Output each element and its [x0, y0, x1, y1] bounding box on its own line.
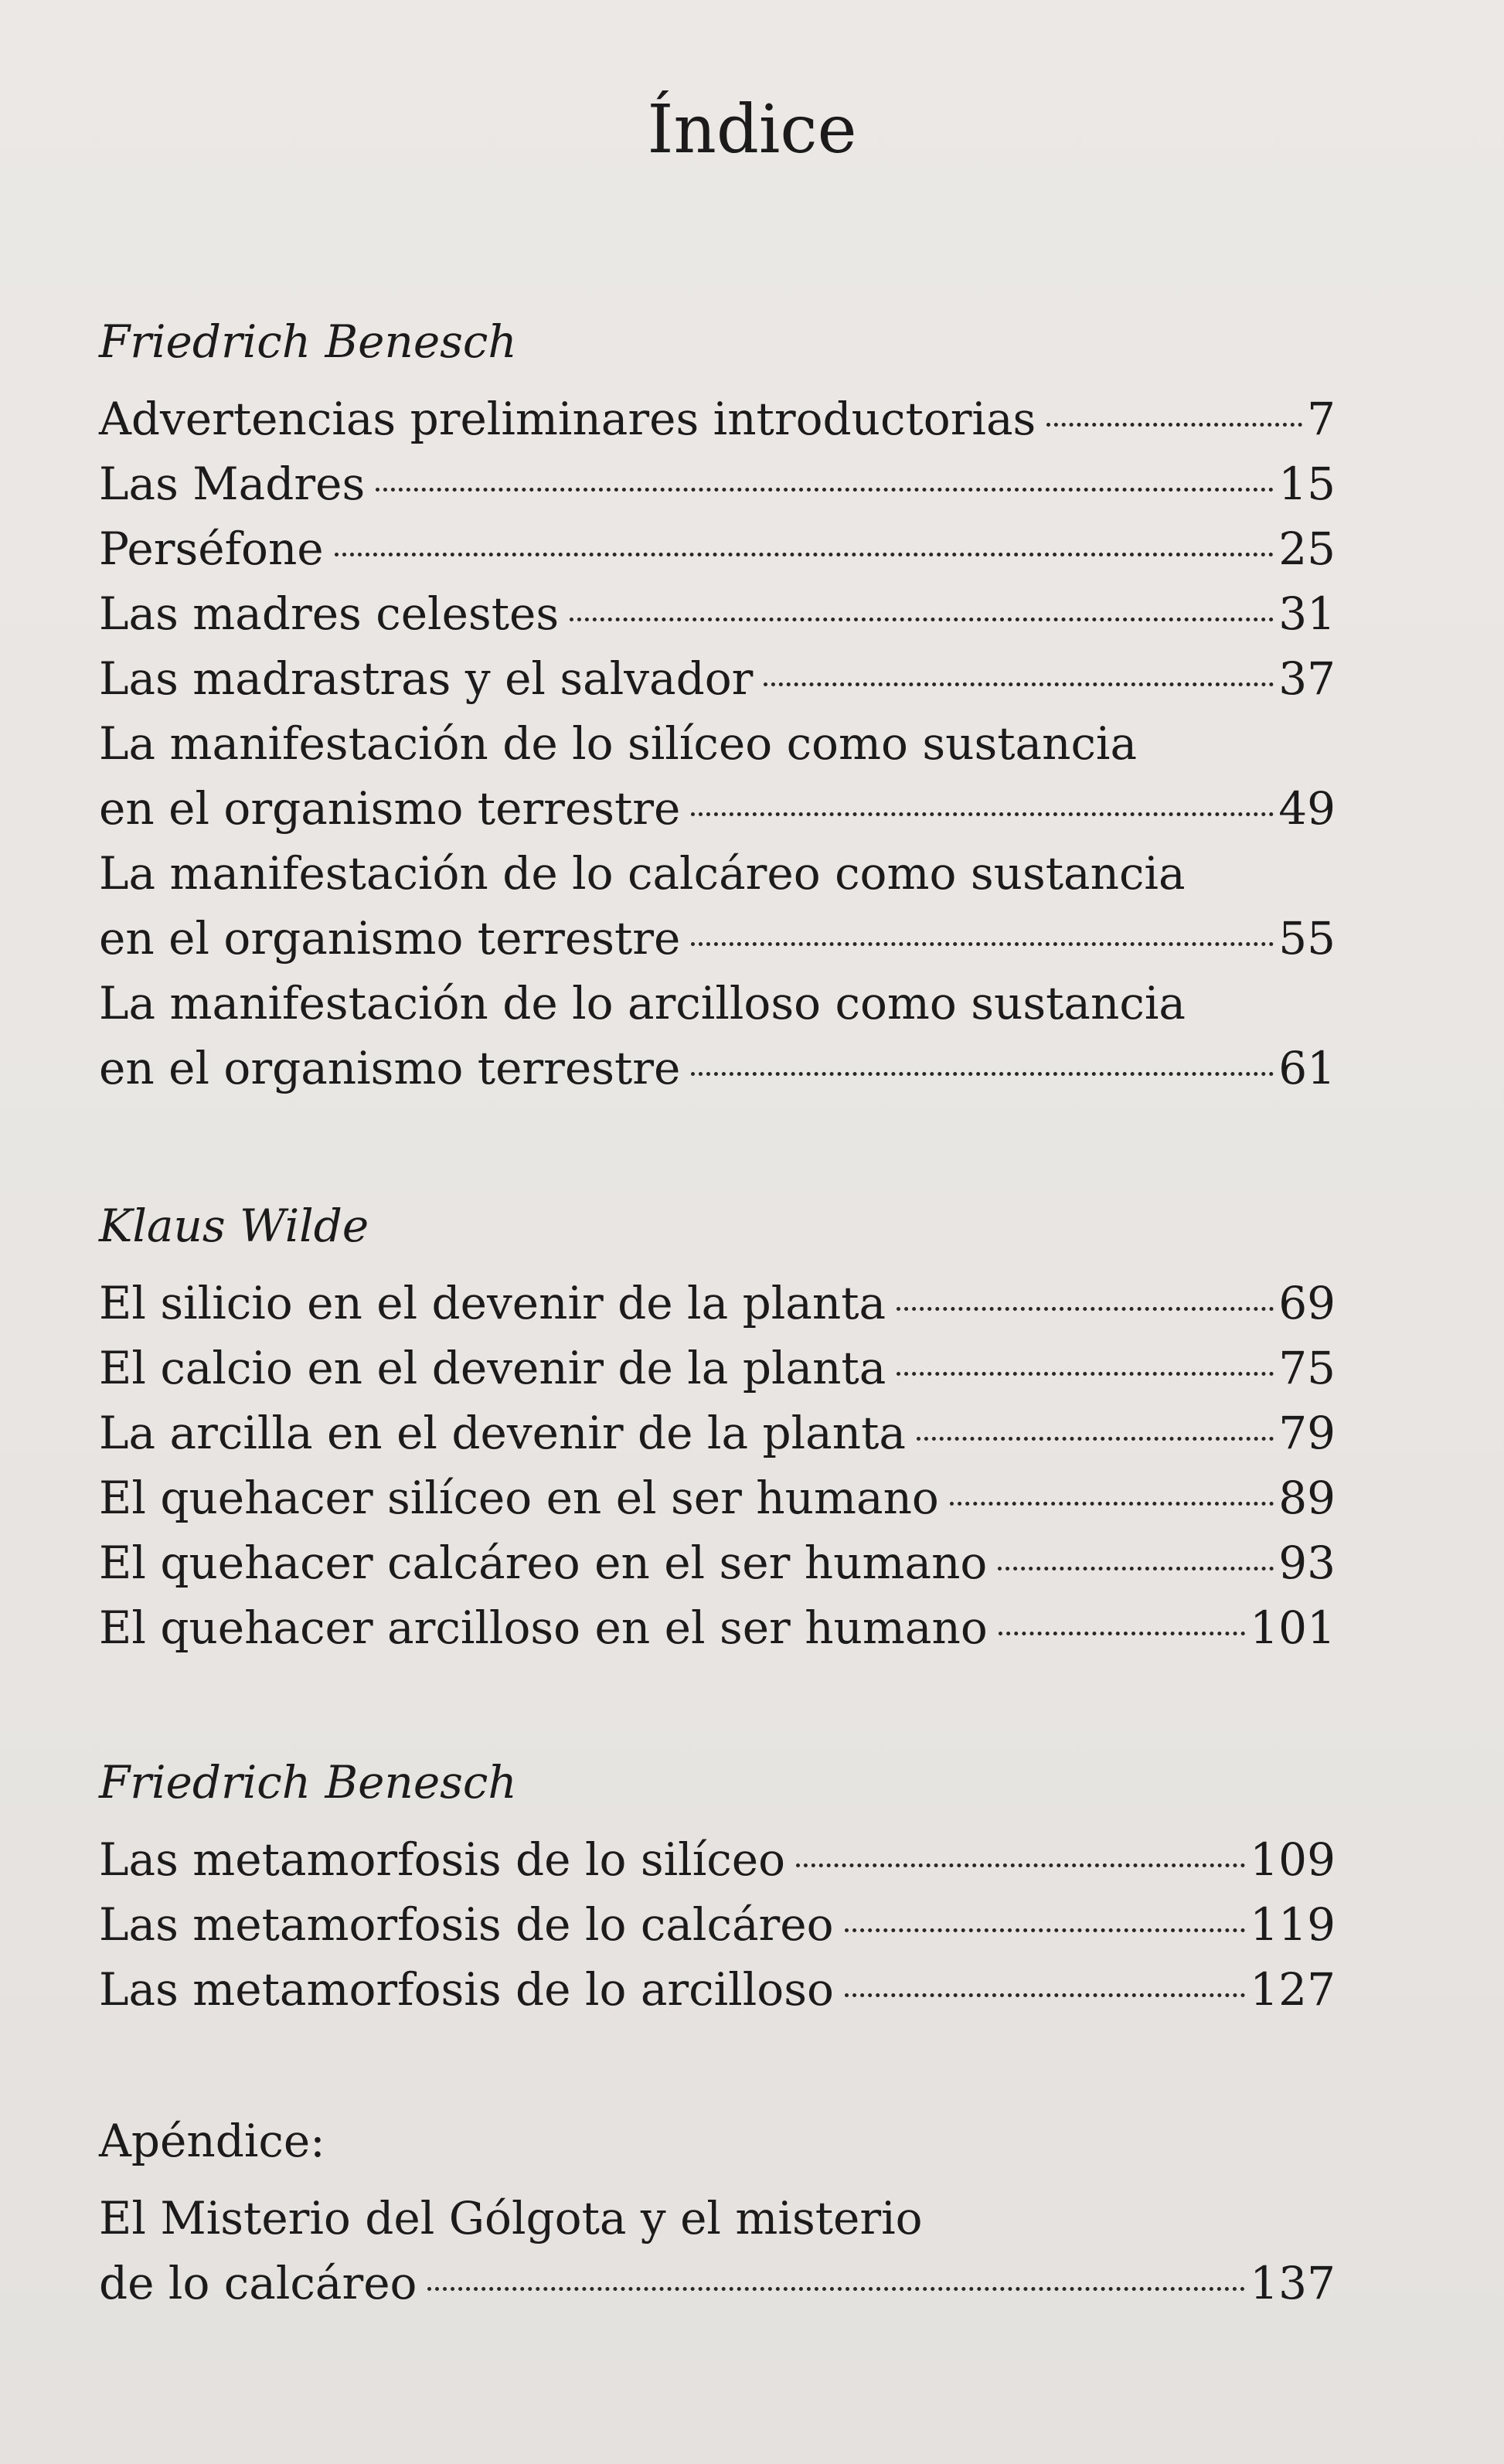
section-author: Klaus Wilde: [99, 1200, 369, 1252]
page-number: 137: [1250, 2257, 1336, 2309]
page-number: 61: [1278, 1042, 1336, 1094]
appendix-heading: Apéndice:: [99, 2115, 325, 2167]
dot-leader: [570, 618, 1274, 621]
toc-entry: [99, 971, 1336, 1101]
entry-title-line-2: en el organismo terrestre: [99, 782, 681, 835]
toc-entry: [99, 711, 1336, 841]
dot-leader: [845, 1928, 1246, 1932]
toc-entry: [99, 1530, 1336, 1595]
toc-section-benesch-2: [99, 1750, 1336, 2022]
toc-entry: [99, 1271, 1336, 1336]
page-number: 49: [1278, 782, 1336, 835]
toc-entry: [99, 841, 1336, 971]
dot-leader: [999, 1632, 1246, 1635]
entry-title: El quehacer arcilloso en el ser humano: [99, 1601, 988, 1654]
toc-entry: [99, 1595, 1336, 1660]
entry-title-line-1: El Misterio del Gólgota y el misterio: [99, 2192, 923, 2244]
dot-leader: [376, 488, 1274, 492]
entry-title: La arcilla en el devenir de la planta: [99, 1407, 906, 1459]
page-number: 7: [1307, 393, 1336, 445]
entry-title-line-2: en el organismo terrestre: [99, 1042, 681, 1094]
entry-title-line-1: La manifestación de lo arcilloso como sustancia: [99, 977, 1186, 1030]
toc-section-benesch-1: [99, 309, 1336, 1101]
toc-entry: [99, 1827, 1336, 1892]
toc-entry: [99, 516, 1336, 581]
toc-entry: [99, 451, 1336, 516]
toc-entry: [99, 1465, 1336, 1530]
entry-title: Advertencias preliminares introductorias: [99, 393, 1036, 445]
toc-section-wilde: [99, 1193, 1336, 1660]
dot-leader: [764, 682, 1274, 686]
dot-leader: [691, 942, 1274, 946]
dot-leader: [796, 1863, 1245, 1867]
page-number: 101: [1250, 1601, 1336, 1654]
page-number: 75: [1278, 1342, 1336, 1394]
dot-leader: [691, 1072, 1274, 1076]
page-number: 31: [1278, 587, 1336, 640]
entry-title-line-1: La manifestación de lo silíceo como sustancia: [99, 717, 1138, 770]
toc-entry: [99, 2186, 1336, 2316]
entry-title: El quehacer calcáreo en el ser humano: [99, 1537, 988, 1589]
page-number: 127: [1250, 1963, 1336, 2016]
entry-title: Las metamorfosis de lo silíceo: [99, 1833, 785, 1886]
dot-leader: [897, 1372, 1274, 1376]
entry-title: Perséfone: [99, 522, 324, 575]
dot-leader: [691, 812, 1274, 816]
toc-entry: [99, 386, 1336, 451]
toc-entry: [99, 1400, 1336, 1465]
entry-title: Las metamorfosis de lo calcáreo: [99, 1898, 834, 1951]
dot-leader: [845, 1993, 1245, 1997]
dot-leader: [335, 553, 1274, 556]
page-number: 25: [1278, 522, 1336, 575]
page-number: 109: [1250, 1833, 1336, 1886]
page-number: 37: [1278, 652, 1336, 705]
toc-entry: [99, 1336, 1336, 1400]
page-number: 69: [1278, 1277, 1336, 1329]
toc-section-appendix: [99, 2108, 1336, 2316]
dot-leader: [427, 2287, 1245, 2291]
page-title: Índice: [647, 91, 857, 168]
entry-title: Las metamorfosis de lo arcilloso: [99, 1963, 834, 2016]
dot-leader: [1046, 423, 1302, 427]
toc-entry: [99, 646, 1336, 711]
dot-leader: [897, 1307, 1274, 1311]
entry-title: Las madrastras y el salvador: [99, 652, 754, 705]
page-number: 93: [1278, 1537, 1336, 1589]
section-author: Friedrich Benesch: [99, 1756, 517, 1809]
entry-title: El calcio en el devenir de la planta: [99, 1342, 886, 1394]
dot-leader: [998, 1567, 1274, 1571]
entry-title: El silicio en el devenir de la planta: [99, 1277, 886, 1329]
page-number: 79: [1278, 1407, 1336, 1459]
dot-leader: [917, 1437, 1274, 1441]
entry-title-line-1: La manifestación de lo calcáreo como sustancia: [99, 847, 1186, 900]
entry-title: El quehacer silíceo en el ser humano: [99, 1472, 939, 1524]
table-of-contents: [99, 309, 1336, 2316]
toc-entry: [99, 1892, 1336, 1957]
entry-title-line-2: de lo calcáreo: [99, 2257, 417, 2309]
entry-title: Las Madres: [99, 458, 366, 510]
page-number: 15: [1278, 458, 1336, 510]
entry-title: Las madres celestes: [99, 587, 560, 640]
entry-title-line-2: en el organismo terrestre: [99, 912, 681, 965]
section-author: Friedrich Benesch: [99, 315, 517, 368]
page-number: 55: [1278, 912, 1336, 965]
toc-entry: [99, 1957, 1336, 2022]
page-number: 119: [1250, 1898, 1336, 1951]
toc-entry: [99, 581, 1336, 646]
dot-leader: [950, 1502, 1274, 1506]
page-number: 89: [1278, 1472, 1336, 1524]
